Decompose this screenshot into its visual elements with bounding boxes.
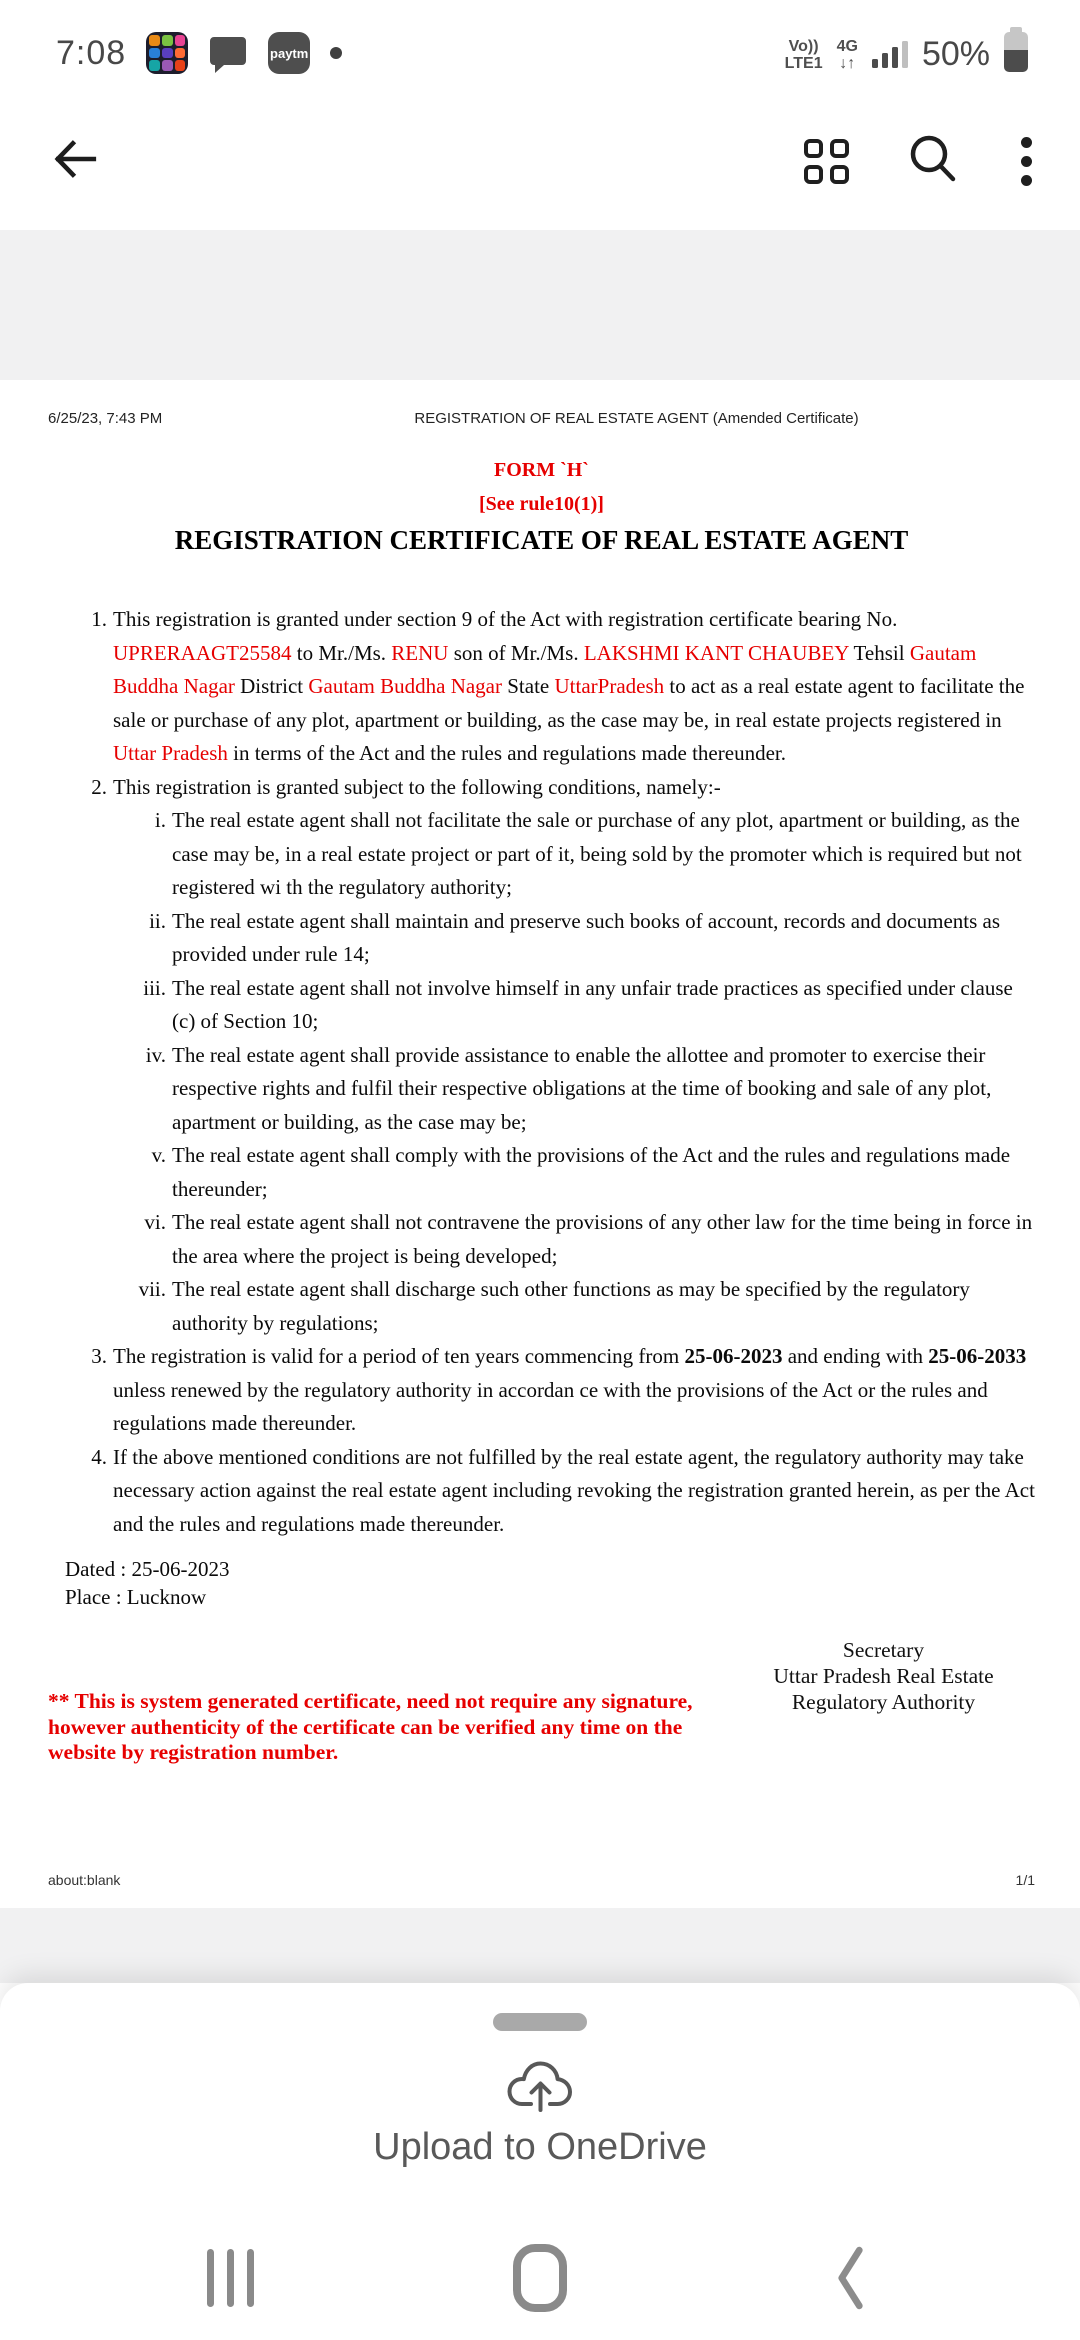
overflow-menu-button[interactable] — [1017, 133, 1036, 190]
certificate-title: REGISTRATION CERTIFICATE OF REAL ESTATE AGENT — [174, 525, 909, 555]
condition-number: vii. — [138, 1277, 166, 1301]
condition-text: The real estate agent shall not contravene the provisions of any other law for the time being in force in the area where the project is being developed; — [172, 1210, 1033, 1268]
cloud-upload-icon — [505, 2057, 575, 2113]
item-number: 2. — [91, 774, 107, 799]
condition-number: ii. — [149, 908, 166, 933]
condition-text: The real estate agent shall not facilitate the sale or purchase of any plot, apartment or building, as the case may be, in a real estate project or part of it, being sold by the promoter which is required but not registered wi th the regulatory authority; — [172, 808, 1022, 899]
print-header-datetime: 6/25/23, 7:43 PM — [48, 410, 163, 427]
network-4g-indicator: 4G ↓↑ — [836, 38, 858, 72]
status-bar — [0, 0, 1080, 92]
browser-toolbar — [0, 92, 1080, 230]
battery-percentage: 50% — [921, 35, 990, 73]
home-button[interactable] — [490, 2228, 590, 2328]
certificate-body — [48, 603, 1035, 1541]
back-button[interactable] — [52, 136, 98, 187]
print-footer — [48, 1872, 1035, 1894]
recents-icon — [207, 2249, 254, 2307]
list-item-2 — [48, 771, 1035, 805]
print-header-title: REGISTRATION OF REAL ESTATE AGENT (Amended Certificate) — [414, 410, 859, 427]
condition-ii — [48, 905, 1035, 972]
condition-vii — [48, 1273, 1035, 1340]
list-item-4 — [48, 1441, 1035, 1542]
authority-name-line2: Regulatory Authority — [791, 1690, 976, 1714]
condition-iv — [48, 1039, 1035, 1140]
recents-button[interactable] — [180, 2228, 280, 2328]
condition-text: The real estate agent shall provide assistance to enable the allottee and promoter to exercise their respective rights and fulfil their respective obligations at the time of booking and sale of any plot, apartment or building, as the case may be; — [172, 1042, 992, 1134]
dated-line: Dated : 25-06-2023 — [65, 1557, 230, 1581]
condition-number: v. — [151, 1143, 166, 1167]
system-generated-disclaimer: ** This is system generated certificate, need not require any signature, however authenticity of the certificate can be verified any time on the website by registration number. — [48, 1689, 693, 1764]
dated-place-block — [65, 1555, 1035, 1611]
item-4-text: If the above mentioned conditions are not fulfilled by the real estate agent, the regulatory authority may take necessary action against the real estate agent including revoking the registration granted herein, as per the Act and the rules and regulations made thereunder. — [113, 1444, 1035, 1536]
home-icon — [513, 2244, 567, 2312]
sheet-drag-handle[interactable] — [493, 2013, 587, 2031]
item-number: 3. — [91, 1344, 107, 1368]
item-1-text: This registration is granted under section 9 of the Act with registration certificate bearing No. UPRERAAGT25584 to Mr./Ms. RENU son of Mr./Ms. LAKSHMI KANT CHAUBEY Tehsil Gautam Buddha Nagar District Gautam Buddha Nagar State UttarPradesh to act as a real estate agent to facilitate the sale or purchase of any plot, apartment or building, as the case may be, in real estate projects registered in Uttar Pradesh in terms of the Act and the rules and regulations made thereunder. — [113, 607, 1025, 765]
item-2-text: This registration is granted subject to the following conditions, namely:- — [113, 774, 721, 799]
battery-icon — [1004, 32, 1028, 72]
more-notifications-dot-icon — [330, 47, 342, 59]
authority-name-line1: Uttar Pradesh Real Estate — [773, 1664, 994, 1688]
paytm-label: paytm — [270, 45, 309, 61]
message-notification-icon — [208, 33, 248, 73]
upload-to-onedrive-button[interactable] — [505, 2057, 575, 2118]
print-footer-url: about:blank — [48, 1872, 121, 1888]
nav-back-button[interactable] — [800, 2228, 900, 2328]
nav-back-icon — [835, 2245, 865, 2311]
document-scroll-area[interactable] — [0, 230, 1080, 1983]
condition-text: The real estate agent shall maintain and preserve such books of account, records and documents as provided under rule 14; — [172, 908, 1001, 966]
rule-reference: [See rule10(1)] — [479, 493, 604, 515]
item-number: 4. — [91, 1444, 107, 1469]
condition-number: vi. — [144, 1210, 166, 1234]
signal-strength-icon — [872, 41, 908, 74]
form-number: FORM `H` — [494, 459, 589, 481]
search-icon — [907, 133, 959, 185]
upload-bottom-sheet — [0, 1983, 1080, 2340]
place-line: Place : Lucknow — [65, 1585, 207, 1609]
paytm-notification-icon — [268, 32, 310, 74]
clock: 7:08 — [56, 33, 127, 72]
tabs-grid-button[interactable] — [804, 139, 849, 184]
item-number: 1. — [91, 607, 107, 631]
print-header — [48, 410, 1035, 427]
volte-indicator: Vo)) LTE1 — [784, 38, 823, 72]
list-item-3 — [48, 1340, 1035, 1441]
condition-vi — [48, 1206, 1035, 1273]
game-notification-icon — [146, 32, 188, 74]
list-item-1 — [48, 603, 1035, 771]
condition-text: The real estate agent shall comply with the provisions of the Act and the rules and regulations made thereunder; — [172, 1143, 1011, 1201]
document-page — [0, 380, 1080, 1908]
item-3-text: The registration is valid for a period of ten years commencing from 25-06-2023 and ending with 25-06-2033 unless renewed by the regulatory authority in accordan ce with the provisions of the Act or the rules and regulations made thereunder. — [113, 1344, 1027, 1435]
condition-text: The real estate agent shall discharge such other functions as may be specified by the regulatory authority by regulations; — [172, 1277, 970, 1335]
condition-iii — [48, 972, 1035, 1039]
back-arrow-icon — [52, 136, 98, 182]
android-navigation-bar — [0, 2215, 1080, 2340]
upload-to-onedrive-label[interactable]: Upload to OneDrive — [373, 2126, 707, 2168]
condition-text: The real estate agent shall not involve himself in any unfair trade practices as specified under clause (c) of Section 10; — [172, 975, 1013, 1033]
signatory-title: Secretary — [842, 1638, 925, 1662]
signature-block — [732, 1637, 1035, 1766]
condition-number: iv. — [145, 1042, 166, 1067]
condition-i — [48, 804, 1035, 905]
print-footer-page-number: 1/1 — [1015, 1872, 1035, 1888]
condition-v — [48, 1139, 1035, 1206]
condition-number: i. — [154, 808, 166, 832]
condition-number: iii. — [143, 975, 166, 1000]
search-button[interactable] — [907, 133, 959, 190]
